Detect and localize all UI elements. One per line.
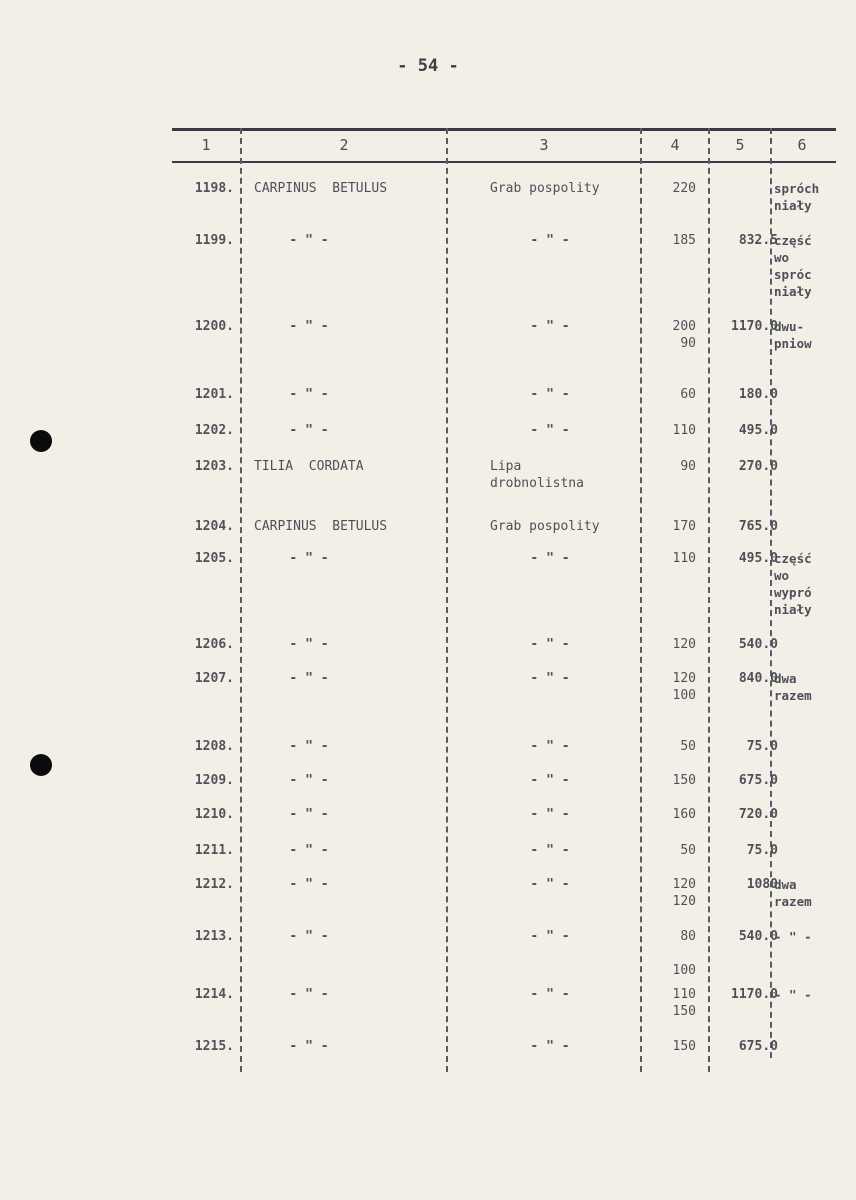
cell-latin-name: - " - <box>289 551 329 566</box>
punch-hole-bottom <box>30 754 52 776</box>
cell-number: 1202. <box>194 423 234 438</box>
cell-latin-name: CARPINUS BETULUS <box>254 519 388 534</box>
cell-volume: 540.0 <box>738 929 778 944</box>
cell-number: 1207. <box>194 671 234 686</box>
column-header-1: 1 <box>201 136 211 154</box>
cell-polish-name: - " - <box>530 233 570 248</box>
cell-circumference: 60 <box>680 387 696 402</box>
cell-number: 1212. <box>194 877 234 892</box>
cell-circumference: 150 <box>672 773 696 788</box>
column-divider <box>240 128 242 1072</box>
cell-number: 1203. <box>194 459 234 474</box>
cell-polish-name: - " - <box>530 423 570 438</box>
cell-latin-name: - " - <box>289 637 329 652</box>
cell-latin-name: - " - <box>289 807 329 822</box>
cell-number: 1205. <box>194 551 234 566</box>
cell-circumference: 220 <box>672 181 696 196</box>
cell-circumference: 170 <box>672 519 696 534</box>
column-header-2: 2 <box>339 136 349 154</box>
cell-number: 1204. <box>194 519 234 534</box>
cell-polish-name: - " - <box>530 671 570 686</box>
cell-polish-name: Grab pospolity <box>490 519 600 534</box>
cell-circumference: 110 150 <box>672 987 696 1019</box>
cell-volume: 495.0 <box>738 551 778 566</box>
cell-number: 1214. <box>194 987 234 1002</box>
cell-note: spróch niały <box>774 181 820 213</box>
cell-note: dwa razem <box>774 671 812 703</box>
column-header-3: 3 <box>539 136 549 154</box>
cell-circumference: 110 <box>672 551 696 566</box>
cell-circumference: 200 90 <box>672 319 696 351</box>
column-header-4: 4 <box>670 136 680 154</box>
cell-circumference: 80 100 <box>672 929 696 978</box>
table-top-rule <box>172 128 836 131</box>
cell-circumference: 120 <box>672 637 696 652</box>
cell-latin-name: - " - <box>289 877 329 892</box>
cell-volume: 270.0 <box>738 459 778 474</box>
cell-volume: 75.0 <box>746 843 778 858</box>
cell-circumference: 50 <box>680 739 696 754</box>
cell-polish-name: - " - <box>530 929 570 944</box>
cell-latin-name: - " - <box>289 423 329 438</box>
cell-volume: 540.0 <box>738 637 778 652</box>
cell-latin-name: - " - <box>289 671 329 686</box>
column-header-5: 5 <box>735 136 745 154</box>
cell-number: 1201. <box>194 387 234 402</box>
cell-circumference: 150 <box>672 1039 696 1054</box>
cell-polish-name: - " - <box>530 877 570 892</box>
cell-note: część wo wypró niały <box>774 551 812 617</box>
cell-polish-name: - " - <box>530 773 570 788</box>
cell-number: 1198. <box>194 181 234 196</box>
column-header-6: 6 <box>797 136 807 154</box>
cell-volume: 675.0 <box>738 773 778 788</box>
cell-latin-name: - " - <box>289 1039 329 1054</box>
cell-note: - " - <box>774 929 812 944</box>
cell-number: 1208. <box>194 739 234 754</box>
cell-number: 1209. <box>194 773 234 788</box>
cell-latin-name: CARPINUS BETULUS <box>254 181 388 196</box>
cell-polish-name: - " - <box>530 637 570 652</box>
cell-volume: 720.0 <box>738 807 778 822</box>
cell-polish-name: - " - <box>530 843 570 858</box>
tree-inventory-table <box>172 128 836 1072</box>
cell-volume: 495.0 <box>738 423 778 438</box>
cell-polish-name: - " - <box>530 987 570 1002</box>
cell-note: dwu- pniow <box>774 319 812 351</box>
cell-circumference: 110 <box>672 423 696 438</box>
cell-circumference: 120 100 <box>672 671 696 703</box>
cell-volume: 1080 <box>746 877 778 892</box>
cell-polish-name: - " - <box>530 739 570 754</box>
cell-volume: 832.5 <box>738 233 778 248</box>
cell-note: dwa razem <box>774 877 812 909</box>
cell-number: 1211. <box>194 843 234 858</box>
cell-polish-name: Grab pospolity <box>490 181 600 196</box>
cell-circumference: 185 <box>672 233 696 248</box>
cell-polish-name: - " - <box>530 1039 570 1054</box>
cell-polish-name: - " - <box>530 387 570 402</box>
cell-circumference: 50 <box>680 843 696 858</box>
cell-latin-name: - " - <box>289 929 329 944</box>
cell-latin-name: - " - <box>289 739 329 754</box>
cell-latin-name: - " - <box>289 843 329 858</box>
cell-circumference: 160 <box>672 807 696 822</box>
cell-number: 1206. <box>194 637 234 652</box>
cell-number: 1210. <box>194 807 234 822</box>
cell-circumference: 90 <box>680 459 696 474</box>
cell-volume: 675.0 <box>738 1039 778 1054</box>
cell-volume: 180.0 <box>738 387 778 402</box>
cell-latin-name: - " - <box>289 987 329 1002</box>
cell-latin-name: - " - <box>289 233 329 248</box>
cell-latin-name: - " - <box>289 387 329 402</box>
cell-volume: 1170.0 <box>731 987 778 1002</box>
column-divider <box>446 128 448 1072</box>
cell-number: 1215. <box>194 1039 234 1054</box>
cell-volume: 75.0 <box>746 739 778 754</box>
cell-polish-name: Lipa drobnolistna <box>490 459 584 491</box>
cell-circumference: 120 120 <box>672 877 696 909</box>
cell-polish-name: - " - <box>530 319 570 334</box>
cell-latin-name: TILIA CORDATA <box>254 459 364 474</box>
cell-number: 1213. <box>194 929 234 944</box>
cell-latin-name: - " - <box>289 773 329 788</box>
cell-latin-name: - " - <box>289 319 329 334</box>
page-number: - 54 - <box>397 56 459 76</box>
punch-hole-top <box>30 430 52 452</box>
cell-note: - " - <box>774 987 812 1002</box>
cell-volume: 1170.0 <box>731 319 778 334</box>
cell-volume: 840.0 <box>738 671 778 686</box>
cell-number: 1199. <box>194 233 234 248</box>
header-bottom-rule <box>172 161 836 163</box>
cell-polish-name: - " - <box>530 551 570 566</box>
cell-polish-name: - " - <box>530 807 570 822</box>
cell-note: część wo spróc niały <box>774 233 812 299</box>
cell-volume: 765.0 <box>738 519 778 534</box>
column-divider <box>770 128 772 1058</box>
cell-number: 1200. <box>194 319 234 334</box>
